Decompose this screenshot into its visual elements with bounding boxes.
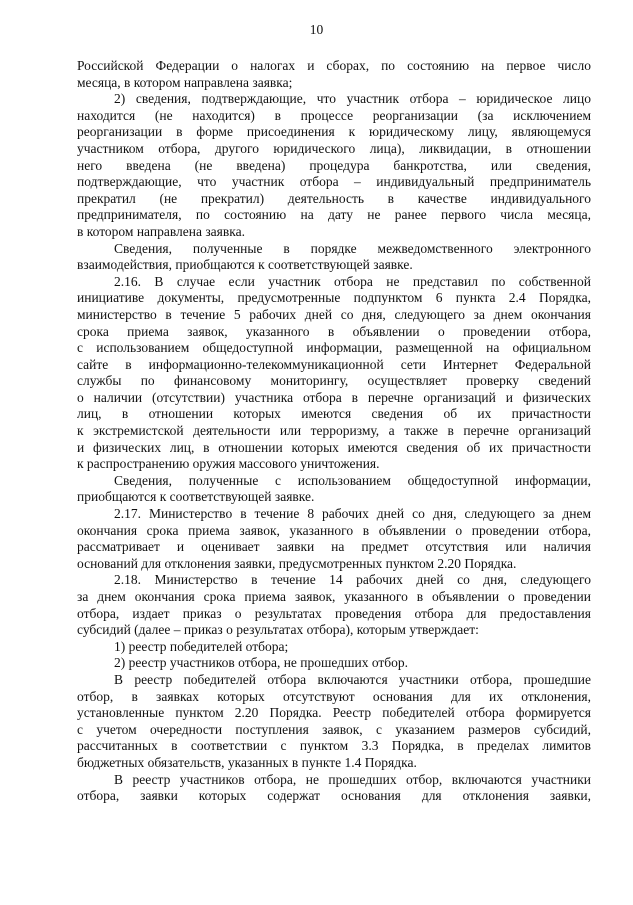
- text-line: окончания срока приема заявок, указанного в объявлении о проведении отбора,: [77, 522, 591, 538]
- text-line: приобщаются к соответствующей заявке.: [77, 489, 315, 505]
- text-line: месяца, в котором направлена заявка;: [77, 74, 293, 90]
- text-line: оснований для отклонения заявки, предусмотренных пунктом 2.20 Порядка.: [77, 555, 517, 571]
- paragraph-public-info: [77, 473, 591, 506]
- page-number: 10: [309, 22, 324, 37]
- text-line: субсидий (далее – приказ о результатах отбора), которым утверждает:: [77, 622, 479, 638]
- text-line: сайте в информационно-телекоммуникационной сети Интернет Федеральной: [77, 356, 591, 372]
- text-line: В реестр победителей отбора включаются участники отбора, прошедшие: [114, 671, 591, 687]
- document-body: [77, 58, 591, 805]
- paragraph-2-17: [77, 506, 591, 572]
- text-line: бюджетных обязательств, указанных в пункте 1.4 Порядка.: [77, 754, 417, 770]
- text-line: него введена (не введена) процедура банкротства, или сведения,: [77, 157, 591, 173]
- paragraph-continued: [77, 58, 591, 91]
- paragraph-item-2: [77, 91, 591, 240]
- text-line: 2.16. В случае если участник отбора не представил по собственной: [114, 273, 591, 289]
- paragraph-2-16: [77, 274, 591, 473]
- text-line: взаимодействия, приобщаются к соответствующей заявке.: [77, 257, 413, 273]
- text-line: рассчитанных в соответствии с пунктом 3.3 Порядка, в пределах лимитов: [77, 738, 591, 754]
- text-line: находится (не находится) в процессе реорганизации (за исключением: [77, 107, 591, 123]
- text-line: 2) сведения, подтверждающие, что участник отбора – юридическое лицо: [114, 91, 591, 107]
- paragraph-rejected: [77, 772, 591, 805]
- text-line: подтверждающие, что участник отбора – индивидуальный предприниматель: [77, 174, 591, 190]
- text-line: отбора, издает приказ о результатах проведения отбора для предоставления: [77, 605, 591, 621]
- text-line: реорганизации в форме присоединения к юридическому лицу, являющемуся: [77, 124, 591, 140]
- text-line: к экстремистской деятельности или терроризму, а также в перечне организаций: [77, 423, 591, 439]
- text-line: инициативе документы, предусмотренные подпунктом 6 пункта 2.4 Порядка,: [77, 290, 591, 306]
- text-line: участником отбора, другого юридического лица), ликвидации, в отношении: [77, 140, 591, 156]
- paragraph-2-18: [77, 572, 591, 638]
- text-line: предпринимателя, по состоянию на дату не ранее первого числа месяца,: [77, 207, 591, 223]
- text-line: лиц, в отношении которых имеются сведения об их причастности: [77, 406, 591, 422]
- text-line: 2.17. Министерство в течение 8 рабочих дней со дня, следующего за днем: [114, 506, 591, 522]
- text-line: министерство в течение 5 рабочих дней со дня, следующего за днем окончания: [77, 306, 591, 322]
- text-line: в котором направлена заявка.: [77, 223, 245, 239]
- text-line: с учетом очередности поступления заявок, с указанием размеров субсидий,: [77, 721, 591, 737]
- text-line: прекратил (не прекратил) деятельность в качестве индивидуального: [77, 190, 591, 206]
- text-line: В реестр участников отбора, не прошедших отбор, включаются участники: [114, 771, 591, 787]
- paragraph-interagency: [77, 241, 591, 274]
- text-line: отбор, в заявках которых отсутствуют основания для их отклонения,: [77, 688, 591, 704]
- text-line: Российской Федерации о налогах и сборах, по состоянию на первое число: [77, 58, 591, 73]
- text-line: 1) реестр победителей отбора;: [114, 638, 289, 654]
- paragraph-winners: [77, 672, 591, 772]
- text-line: Сведения, полученные в порядке межведомственного электронного: [114, 240, 591, 256]
- text-line: о наличии (отсутствии) участника отбора в перечне организаций и физических: [77, 389, 591, 405]
- text-line: 2) реестр участников отбора, не прошедших отбор.: [114, 655, 409, 671]
- text-line: за днем окончания срока приема заявок, указанного в объявлении о проведении: [77, 589, 591, 604]
- text-line: и физических лиц, в отношении которых имеются сведения об их причастности: [77, 439, 591, 455]
- paragraph-item-1: [77, 639, 591, 656]
- text-line: установленные пунктом 2.20 Порядка. Реестр победителей отбора формируется: [77, 705, 591, 721]
- text-line: к распространению оружия массового уничтожения.: [77, 456, 380, 472]
- text-line: 2.18. Министерство в течение 14 рабочих дней со дня, следующего: [114, 572, 591, 588]
- text-line: службы по финансовому мониторингу, осуществляет проверку сведений: [77, 373, 591, 389]
- text-line: с использованием общедоступной информации, размещенной на официальном: [77, 340, 591, 356]
- text-line: отбора, заявки которых содержат основания для отклонения заявки,: [77, 788, 591, 804]
- text-line: рассматривает и оценивает заявки на предмет отсутствия или наличия: [77, 539, 591, 555]
- paragraph-item-2b: [77, 655, 591, 672]
- text-line: срока приема заявок, указанного в объявлении о проведении отбора,: [77, 323, 591, 339]
- text-line: Сведения, полученные с использованием общедоступной информации,: [114, 472, 591, 488]
